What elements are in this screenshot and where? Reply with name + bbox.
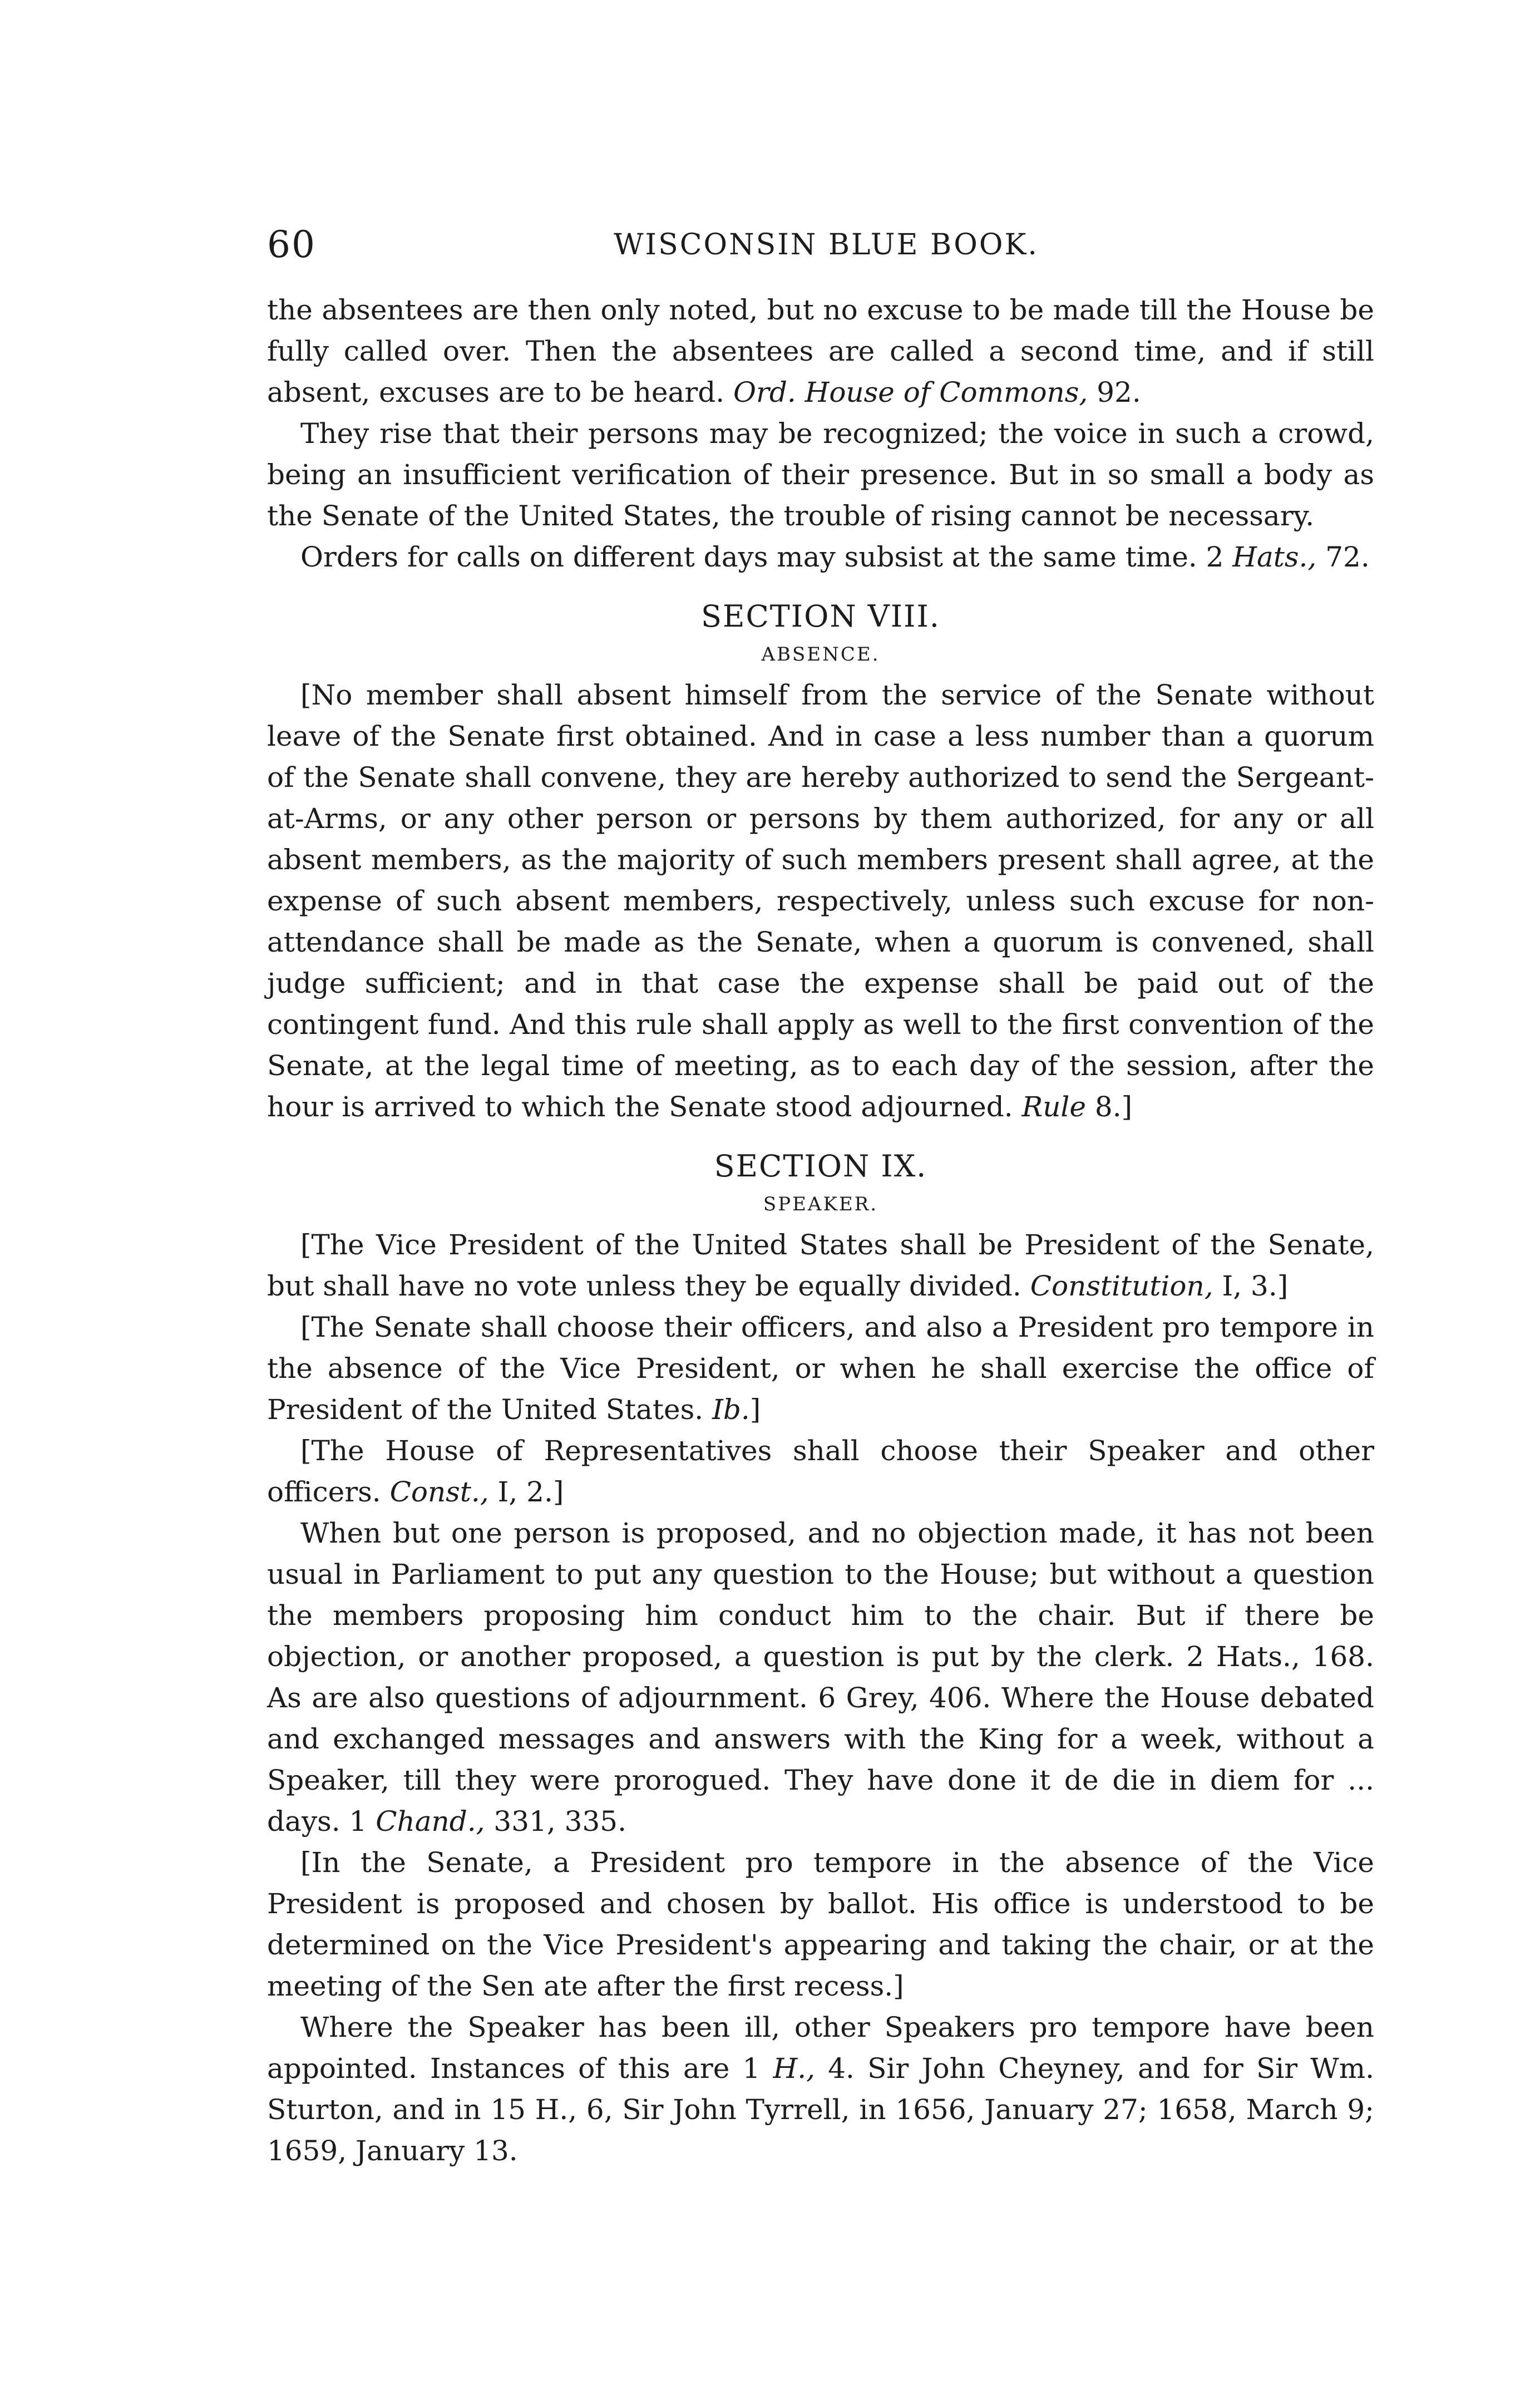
section-title: SECTION VIII. <box>701 599 940 634</box>
paragraph-text: [The House of Representatives shall choose their Speaker and other officers. <box>267 1435 1374 1508</box>
citation-ref: 92. <box>1097 376 1141 408</box>
paragraph <box>267 2007 1374 2171</box>
paragraph <box>267 536 1374 578</box>
body-text <box>267 289 1374 2171</box>
paragraph <box>267 1224 1374 1307</box>
citation: Constitution, <box>1030 1270 1213 1302</box>
citation-ref: 8.] <box>1094 1091 1133 1123</box>
section-subtitle: ABSENCE. <box>761 643 880 666</box>
citation: Ib. <box>712 1393 750 1426</box>
paragraph-text: Orders for calls on different days may subsist at the same time. 2 <box>300 541 1224 573</box>
paragraph-text: When but one person is proposed, and no objection made, it has not been usual in Parliament to put any question to the House; but without a question the members proposing him conduct him to the chair. But if there be objection, or another proposed, a question is put by the clerk. 2 Hats., 168. As are also questions of adjournment. 6 Grey, 406. Where the House debated and exchanged messages and answers with the King for a week, without a Speaker, till they were prorogued. They have done it de die in diem for ... days. 1 <box>267 1517 1374 1838</box>
citation: Hats., <box>1232 541 1317 573</box>
paragraph <box>267 1842 1374 2007</box>
citation-ref: ] <box>749 1393 761 1426</box>
paragraph-text: [In the Senate, a President pro tempore in the absence of the Vice President is proposed and chosen by ballot. His office is understood to be determined on the Vice President's appearing and taking the chair, or at the meeting of the Sen ate after the first recess.] <box>267 1846 1374 2002</box>
running-head: WISCONSIN BLUE BOOK. <box>614 228 1039 262</box>
paragraph-text: Where the Speaker has been ill, other Speakers pro tempore have been appointed. Instances of this are 1 <box>267 2011 1374 2085</box>
paragraph-text: [No member shall absent himself from the service of the Senate without leave of the Senate first obtained. And in case a less number than a quorum of the Senate shall convene, they are hereby authorized to send the Sergeant-at-Arms, or any other person or persons by them authorized, for any or all absent members, as the majority of such members present shall agree, at the expense of such absent members, respectively, unless such excuse for non-attendance shall be made as the Senate, when a quorum is convened, shall judge sufficient; and in that case the expense shall be paid out of the contingent fund. And this rule shall apply as well to the first convention of the Senate, at the legal time of meeting, as to each day of the session, after the hour is arrived to which the Senate stood adjourned. <box>267 679 1374 1123</box>
citation-ref: I, 3.] <box>1222 1270 1289 1302</box>
paragraph-text: [The Vice President of the United States shall be President of the Senate, but shall have no vote unless they be equally divided. <box>267 1229 1374 1302</box>
paragraph <box>267 413 1374 536</box>
paragraph-text: [The Senate shall choose their officers, and also a President pro tempore in the absence of the Vice President, or when he shall exercise the office of President of the United States. <box>267 1311 1374 1426</box>
citation-ref: 331, 335. <box>493 1805 626 1838</box>
citation-ref: 4. Sir John Cheyney, and for Sir Wm. Sturton, and in 15 H., 6, Sir John Tyrrell, in 1656, January 27; 1658, March 9; 1659, January 13. <box>267 2052 1374 2167</box>
section-subtitle: SPEAKER. <box>763 1193 878 1215</box>
section-title: SECTION IX. <box>714 1149 927 1184</box>
paragraph <box>267 674 1374 1127</box>
citation: Chand., <box>376 1805 485 1838</box>
page-header <box>267 220 1385 270</box>
paragraph <box>267 1513 1374 1842</box>
paragraph <box>267 289 1374 413</box>
paragraph <box>267 1307 1374 1430</box>
citation-ref: 72. <box>1325 541 1370 573</box>
citation: H., <box>773 2052 815 2085</box>
citation: Const., <box>389 1476 489 1508</box>
citation: Rule <box>1021 1091 1086 1123</box>
page-number: 60 <box>267 223 316 266</box>
citation: Ord. House of Commons, <box>733 376 1088 408</box>
citation-ref: I, 2.] <box>497 1476 564 1508</box>
paragraph <box>267 1430 1374 1513</box>
paragraph-text: the absentees are then only noted, but no excuse to be made till the House be fully called over. Then the absentees are called a second time, and if still absent, excuses are to be heard. <box>267 294 1374 408</box>
paragraph-text: They rise that their persons may be recognized; the voice in such a crowd, being an insufficient verification of their presence. But in so small a body as the Senate of the United States, the trouble of rising cannot be necessary. <box>267 417 1374 532</box>
